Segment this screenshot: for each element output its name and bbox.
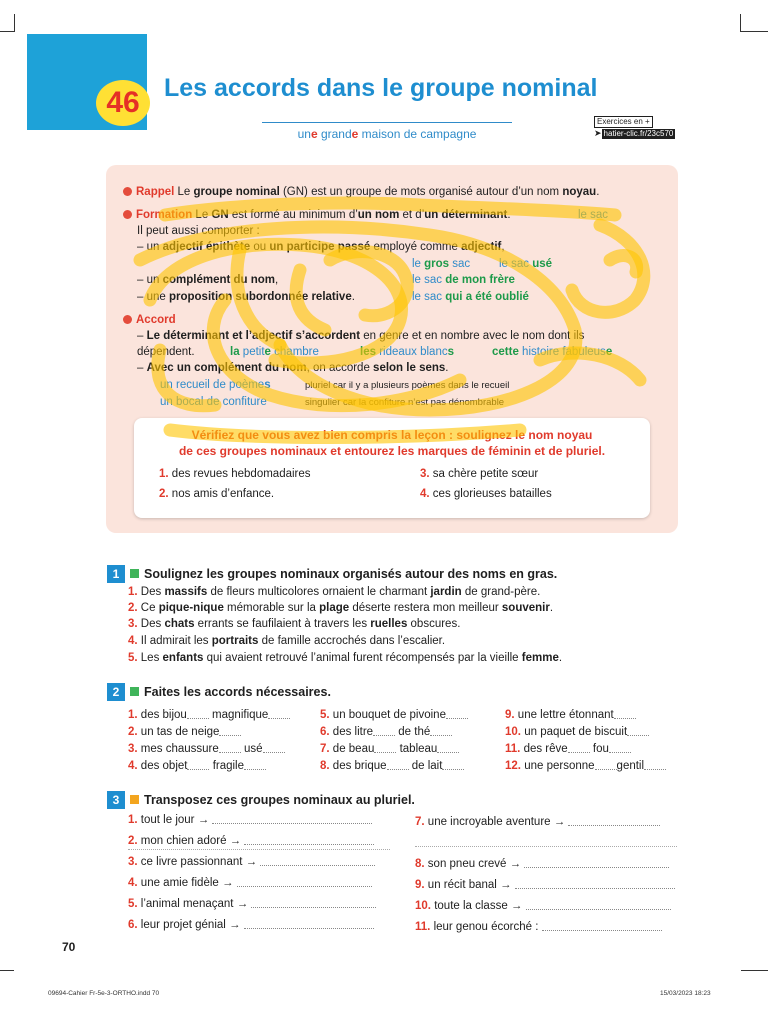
accord-heading: Accord <box>123 313 176 327</box>
formation-adjective-line: – un adjectif épithète ou un participe passé employé comme adjectif, <box>137 241 505 253</box>
crop-mark <box>740 14 741 32</box>
answer-line[interactable] <box>415 846 677 847</box>
formation-relative-line: – une proposition subordonnée relative. <box>137 291 355 303</box>
pluralize-item[interactable]: 7. une incroyable aventure → <box>415 815 660 829</box>
agreement-item[interactable]: 8. des brique de lait <box>320 759 464 773</box>
formation-example: le gros sac <box>412 258 471 270</box>
accord-text: dépendent. <box>137 346 195 358</box>
exercise-sentence[interactable]: 2. Ce pique-nique mémorable sur la plage déserte restera mon meilleur souvenir. <box>128 602 554 614</box>
accord-note: singulier car la confiture n’est pas dénombrable <box>305 397 505 408</box>
pluralize-item[interactable]: 3. ce livre passionnant → <box>128 855 375 869</box>
pluralize-item[interactable]: 5. l’animal menaçant → <box>128 897 376 911</box>
pluralize-item[interactable]: 11. leur genou écorché : <box>415 920 662 934</box>
crop-mark <box>14 14 15 32</box>
accord-complement-line: – Avec un complément du nom, on accorde selon le sens. <box>137 362 449 374</box>
crop-mark <box>0 31 14 32</box>
exercise-title: Soulignez les groupes nominaux organisés autour des noms en gras. <box>144 567 558 581</box>
exercises-url[interactable]: hatier-clic.fr/23c570 <box>603 129 674 138</box>
agreement-item[interactable]: 11. des rêve fou <box>505 742 631 756</box>
exercise-sentence[interactable]: 4. Il admirait les portraits de famille accrochés dans l’escalier. <box>128 635 446 647</box>
verification-title: Vérifiez que vous avez bien compris la leçon : soulignez le nom noyau <box>191 428 593 442</box>
crop-mark <box>741 970 768 971</box>
pluralize-item[interactable]: 4. une amie fidèle → <box>128 876 372 890</box>
exercise-title: Transposez ces groupes nominaux au pluriel. <box>144 793 415 807</box>
accord-example: cette histoire fabuleuse <box>492 346 613 358</box>
bullet-icon <box>123 187 132 196</box>
agreement-item[interactable]: 10. un paquet de biscuit <box>505 725 649 739</box>
pluralize-item[interactable]: 10. toute la classe → <box>415 899 671 913</box>
difficulty-square-icon <box>130 795 139 804</box>
pluralize-item[interactable]: 8. son pneu crevé → <box>415 857 669 871</box>
pluralize-item[interactable]: 1. tout le jour → <box>128 813 372 827</box>
exercise-number: 1 <box>107 565 125 583</box>
agreement-item[interactable]: 7. de beau tableau <box>320 742 459 756</box>
agreement-item[interactable]: 5. un bouquet de pivoine <box>320 708 468 722</box>
cursor-arrow-icon: ➤ <box>594 128 602 138</box>
verification-title: de ces groupes nominaux et entourez les marques de féminin et de pluriel. <box>178 444 606 458</box>
answer-line[interactable] <box>128 849 390 850</box>
agreement-item[interactable]: 3. mes chaussure usé <box>128 742 285 756</box>
subtitle-rule <box>262 122 512 123</box>
verification-box <box>134 418 650 518</box>
print-footer-date: 15/03/2023 18:23 <box>660 990 711 997</box>
crop-mark <box>0 970 14 971</box>
accord-example: les rideaux blancs <box>360 346 455 358</box>
verification-item[interactable]: 1. des revues hebdomadaires <box>159 468 311 480</box>
verification-item[interactable]: 4. ces glorieuses batailles <box>420 488 552 500</box>
accord-rule-line: – Le déterminant et l’adjectif s’accordent en genre et en nombre avec le nom dont ils <box>137 330 585 342</box>
verification-item[interactable]: 2. nos amis d’enfance. <box>159 488 275 500</box>
print-footer-file: 09694-Cahier Fr-5e-3-ORTHO.indd 70 <box>48 990 160 997</box>
exercise-number: 3 <box>107 791 125 809</box>
page-subtitle: une grande maison de campagne <box>297 127 477 141</box>
formation-example: le sac de mon frère <box>412 274 515 286</box>
formation-example: le sac <box>578 209 609 221</box>
accord-example: la petite chambre <box>230 346 319 358</box>
exercise-number: 2 <box>107 683 125 701</box>
formation-example: le sac qui a été oublié <box>412 291 529 303</box>
formation-line: Formation Le GN est formé au minimum d’un nom et d’un déterminant. <box>123 208 511 222</box>
exercise-sentence[interactable]: 1. Des massifs de fleurs multicolores ornaient le charmant jardin de grand-père. <box>128 586 541 598</box>
exercises-link-box[interactable] <box>594 116 678 138</box>
formation-example: le sac usé <box>499 258 553 270</box>
exercise-sentence[interactable]: 5. Les enfants qui avaient retrouvé l’animal furent récompensés par la vieille femme. <box>128 652 563 664</box>
agreement-item[interactable]: 9. une lettre étonnant <box>505 708 636 722</box>
exercise-title: Faites les accords nécessaires. <box>144 685 331 699</box>
accord-note: pluriel car il y a plusieurs poèmes dans le recueil <box>305 380 510 391</box>
rappel-line: Rappel Le groupe nominal (GN) est un groupe de mots organisé autour d’un nom noyau. <box>123 185 599 199</box>
pluralize-item[interactable]: 9. un récit banal → <box>415 878 675 892</box>
verification-item[interactable]: 3. sa chère petite sœur <box>420 468 539 480</box>
bullet-icon <box>123 210 132 219</box>
agreement-item[interactable]: 2. un tas de neige <box>128 725 241 739</box>
bullet-icon <box>123 315 132 324</box>
formation-complement-line: – un complément du nom, <box>137 274 279 286</box>
agreement-item[interactable]: 1. des bijou magnifique <box>128 708 290 722</box>
formation-text: Il peut aussi comporter : <box>137 225 260 237</box>
exercise-sentence[interactable]: 3. Des chats errants se faufilaient à travers les ruelles obscures. <box>128 618 461 630</box>
difficulty-square-icon <box>130 569 139 578</box>
agreement-item[interactable]: 4. des objet fragile <box>128 759 266 773</box>
accord-example: un bocal de confiture <box>160 396 267 408</box>
pluralize-item[interactable]: 2. mon chien adoré → <box>128 834 374 848</box>
lesson-number: 46 <box>96 80 150 126</box>
page-number: 70 <box>62 940 76 954</box>
page-title: Les accords dans le groupe nominal <box>164 74 598 102</box>
crop-mark <box>741 31 768 32</box>
difficulty-square-icon <box>130 687 139 696</box>
exercises-label: Exercices en + <box>594 116 653 128</box>
agreement-item[interactable]: 6. des litre de thé <box>320 725 452 739</box>
accord-example: un recueil de poèmes <box>160 379 271 391</box>
pluralize-item[interactable]: 6. leur projet génial → <box>128 918 374 932</box>
agreement-item[interactable]: 12. une personne gentil <box>505 759 666 773</box>
